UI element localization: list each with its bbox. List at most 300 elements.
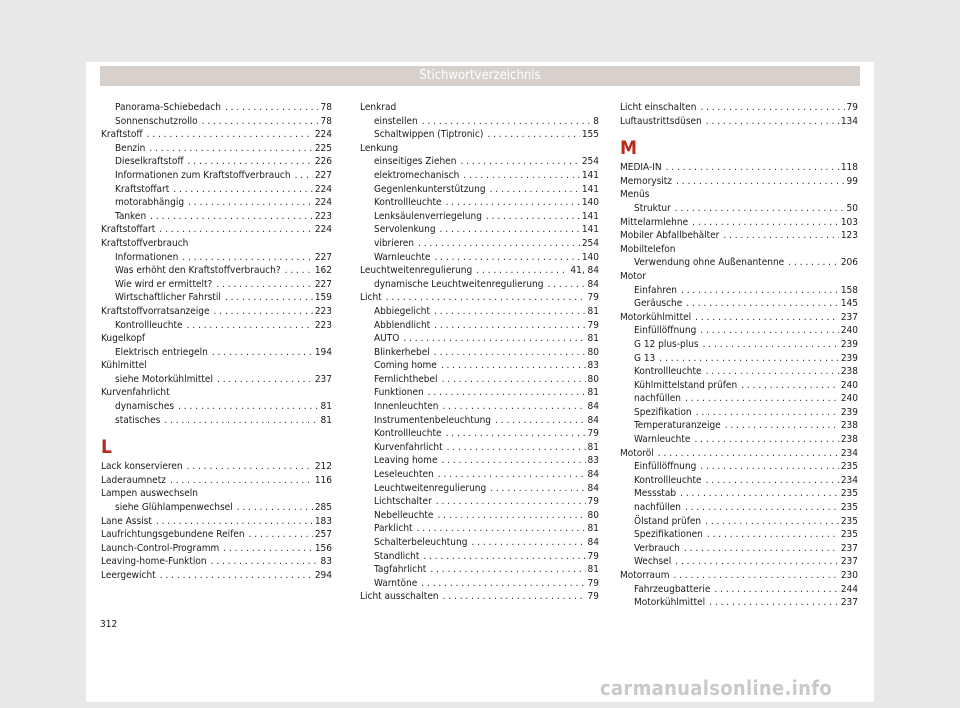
index-entry (360, 291, 599, 305)
entry-term: Tanken (115, 210, 147, 222)
dot-leader (430, 563, 585, 577)
entry-page-ref: 79 (587, 577, 599, 589)
dot-leader (164, 414, 318, 428)
index-entry (620, 229, 858, 243)
entry-term: Lenkrad (360, 102, 397, 113)
index-entry (620, 324, 858, 338)
entry-term: Leuchtweitenregulierung (360, 265, 473, 277)
entry-page-ref: 83 (320, 556, 332, 568)
entry-term: Panorama-Schiebedach (115, 102, 221, 113)
entry-term: Kontrollleuchte (374, 197, 442, 209)
index-entry (101, 251, 332, 265)
entry-term: Was erhöht den Kraftstoffverbrauch? (115, 265, 281, 277)
entry-term: Kraftstoffvorratsanzeige (101, 305, 210, 317)
dot-leader (436, 495, 586, 509)
entry-term: Gegenlenkunterstützung (374, 183, 486, 195)
index-entry (620, 583, 858, 597)
dot-leader (417, 522, 586, 536)
dot-leader (490, 482, 585, 496)
entry-page-ref: 285 (314, 502, 332, 514)
dot-leader (147, 128, 313, 142)
entry-page-ref: 83 (587, 455, 599, 467)
entry-page-ref: 238 (840, 434, 858, 446)
index-entry (620, 297, 858, 311)
entry-term: Warnleuchte (634, 434, 691, 446)
entry-page-ref: 224 (314, 224, 332, 236)
dot-leader (149, 142, 312, 156)
index-entry (101, 223, 332, 237)
entry-page-ref: 223 (314, 210, 332, 222)
index-entry (360, 183, 599, 197)
entry-term: Mobiler Abfallbehälter (620, 230, 720, 242)
entry-term: Warnleuchte (374, 251, 431, 263)
dot-leader (705, 515, 839, 529)
entry-page-ref: 223 (314, 319, 332, 331)
entry-term: Wie wird er ermittelt? (115, 278, 213, 290)
index-entry (360, 305, 599, 319)
entry-page-ref: 240 (840, 393, 858, 405)
dot-leader (700, 460, 839, 474)
entry-page-ref: 206 (840, 257, 858, 269)
entry-term: dynamisches (115, 401, 175, 413)
entry-page-ref: 81 (320, 401, 332, 413)
entry-term: Nebelleuchte (374, 509, 434, 521)
page-header (100, 66, 860, 86)
index-entry (620, 555, 858, 569)
entry-term: Funktionen (374, 387, 424, 399)
index-entry (360, 427, 599, 441)
entry-page-ref: 227 (314, 169, 332, 181)
entry-page-ref: 84 (587, 278, 599, 290)
index-entry (101, 155, 332, 169)
index-entry (360, 278, 599, 292)
entry-term: Abblendlicht (374, 319, 431, 331)
index-entry (620, 433, 858, 447)
dot-leader (178, 400, 318, 414)
dot-leader (463, 169, 580, 183)
index-entry (101, 278, 332, 292)
index-entry (620, 284, 858, 298)
entry-term: Wechsel (634, 556, 672, 568)
entry-page-ref: 238 (840, 366, 858, 378)
entry-term: Laderaumnetz (101, 474, 166, 486)
dot-leader (487, 128, 579, 142)
entry-page-ref: 140 (581, 251, 599, 263)
dot-leader (658, 447, 839, 461)
index-entry (360, 386, 599, 400)
entry-term: Abbiegelicht (374, 305, 431, 317)
index-entry (620, 596, 858, 610)
dot-leader (423, 550, 585, 564)
dot-leader (442, 373, 586, 387)
entry-page-ref: 237 (840, 556, 858, 568)
entry-term: Licht ausschalten (360, 591, 439, 603)
dot-leader (223, 542, 313, 556)
entry-term: statisches (115, 414, 161, 426)
entry-page-ref: 254 (581, 156, 599, 168)
entry-term: Elektrisch entriegeln (115, 346, 208, 358)
entry-page-ref: 294 (314, 570, 332, 581)
dot-leader (446, 427, 586, 441)
entry-term: Kugelkopf (101, 333, 146, 345)
index-group-heading (101, 386, 332, 400)
entry-term: Innenleuchten (374, 401, 439, 413)
index-entry (620, 256, 858, 270)
dot-leader (709, 596, 839, 610)
dot-leader (442, 454, 586, 468)
dot-leader (188, 196, 313, 210)
dot-leader (187, 460, 313, 474)
dot-leader (447, 441, 586, 455)
entry-term: Tagfahrlicht (374, 564, 427, 576)
entry-term: Kraftstoffart (101, 224, 156, 236)
index-entry (101, 460, 332, 474)
index-group-heading (360, 101, 599, 115)
entry-term: Struktur (634, 202, 671, 214)
entry-page-ref: 79 (587, 319, 599, 331)
entry-page-ref: 81 (320, 414, 332, 426)
entry-term: Leaving home (374, 455, 438, 467)
index-entry (101, 196, 332, 210)
index-entry (620, 419, 858, 433)
entry-page-ref: 235 (840, 461, 858, 473)
entry-term: elektromechanisch (374, 169, 460, 181)
index-group-heading (360, 142, 599, 156)
entry-page-ref: 79 (587, 550, 599, 562)
entry-term: motorabhängig (115, 197, 185, 209)
entry-page-ref: 237 (840, 597, 858, 609)
entry-page-ref: 224 (314, 183, 332, 195)
entry-term: Lichtschalter (374, 496, 432, 508)
entry-term: Fahrzeugbatterie (634, 583, 711, 595)
index-entry (620, 175, 858, 189)
index-entry (101, 501, 332, 515)
dot-leader (788, 256, 839, 270)
entry-term: Dieselkraftstoff (115, 156, 184, 168)
dot-leader (685, 501, 839, 515)
entry-page-ref: 235 (840, 515, 858, 527)
dot-leader (471, 536, 585, 550)
index-group-heading (101, 359, 332, 373)
entry-term: Sonnenschutzrollo (115, 115, 198, 127)
index-group-heading (101, 237, 332, 251)
dot-leader (160, 569, 313, 583)
entry-term: Launch-Control-Programm (101, 542, 220, 554)
index-entry (360, 264, 599, 278)
dot-leader (187, 319, 313, 333)
index-entry (101, 305, 332, 319)
dot-leader (714, 583, 838, 597)
entry-page-ref: 141 (581, 169, 599, 181)
entry-page-ref: 80 (587, 346, 599, 358)
dot-leader (249, 528, 313, 542)
index-entry (101, 474, 332, 488)
entry-page-ref: 81 (587, 441, 599, 453)
entry-term: G 12 plus-plus (634, 338, 699, 350)
dot-leader (156, 515, 313, 529)
index-entry (360, 196, 599, 210)
index-entry (101, 101, 332, 115)
index-entry (620, 528, 858, 542)
index-entry (101, 264, 332, 278)
dot-leader (446, 196, 580, 210)
entry-page-ref: 50 (846, 202, 858, 214)
index-entry (620, 352, 858, 366)
dot-leader (675, 555, 839, 569)
index-entry (620, 392, 858, 406)
entry-page-ref: 79 (587, 428, 599, 440)
entry-term: Memorysitz (620, 175, 673, 187)
entry-term: Laufrichtungsgebundene Reifen (101, 529, 245, 541)
dot-leader (706, 115, 839, 129)
index-entry (360, 550, 599, 564)
entry-term: Mobiltelefon (620, 243, 676, 255)
entry-page-ref: 183 (314, 515, 332, 527)
entry-term: Blinkerhebel (374, 346, 430, 358)
index-entry (101, 515, 332, 529)
dot-leader (703, 338, 839, 352)
entry-term: Informationen zum Kraftstoffverbrauch (115, 169, 291, 181)
index-entry (620, 338, 858, 352)
index-entry (360, 115, 599, 129)
entry-page-ref: 78 (320, 102, 332, 113)
index-entry (360, 155, 599, 169)
index-entry (360, 509, 599, 523)
page-number: 312 (100, 619, 118, 630)
index-entry (620, 101, 858, 115)
dot-leader (418, 237, 580, 251)
entry-page-ref: 83 (587, 360, 599, 372)
index-entry (360, 536, 599, 550)
dot-leader (695, 311, 839, 325)
entry-term: Messstab (634, 488, 677, 500)
entry-term: Kontrollleuchte (634, 474, 702, 486)
index-entry (620, 216, 858, 230)
entry-page-ref: 84 (587, 414, 599, 426)
entry-term: Lack konservieren (101, 461, 183, 473)
entry-page-ref: 103 (840, 216, 858, 228)
dot-leader (150, 210, 313, 224)
dot-leader (202, 115, 319, 129)
entry-term: vibrieren (374, 237, 414, 249)
dot-leader (706, 474, 839, 488)
index-entry (360, 332, 599, 346)
entry-term: Kühlmittelstand prüfen (634, 379, 738, 391)
index-column-3 (620, 101, 858, 610)
entry-term: Kontrollleuchte (634, 366, 702, 378)
index-entry (360, 577, 599, 591)
entry-page-ref: 81 (587, 387, 599, 399)
dot-leader (706, 365, 839, 379)
dot-leader (692, 216, 839, 230)
entry-page-ref: 234 (840, 474, 858, 486)
entry-page-ref: 225 (314, 142, 332, 154)
entry-term: Leuchtweitenregulierung (374, 482, 487, 494)
dot-leader (214, 305, 313, 319)
entry-page-ref: 84 (587, 401, 599, 413)
dot-leader (428, 386, 586, 400)
entry-page-ref: 240 (840, 325, 858, 337)
entry-term: Luftaustrittsdüsen (620, 115, 702, 127)
dot-leader (666, 161, 839, 175)
index-entry (360, 373, 599, 387)
entry-page-ref: 116 (314, 474, 332, 486)
entry-term: Leseleuchten (374, 469, 434, 481)
dot-leader (182, 251, 313, 265)
index-entry (620, 406, 858, 420)
entry-term: MEDIA-IN (620, 162, 662, 174)
entry-page-ref: 80 (587, 509, 599, 521)
entry-term: Lenksäulenverriegelung (374, 210, 482, 222)
dot-leader (434, 319, 585, 333)
entry-page-ref: 156 (314, 542, 332, 554)
entry-term: Verbrauch (634, 542, 680, 554)
index-entry (620, 569, 858, 583)
entry-page-ref: 227 (314, 278, 332, 290)
dot-leader (684, 542, 839, 556)
entry-page-ref: 212 (314, 461, 332, 473)
dot-leader (440, 223, 580, 237)
entry-page-ref: 78 (320, 115, 332, 127)
entry-page-ref: 223 (314, 305, 332, 317)
entry-term: Wirtschaftlicher Fahrstil (115, 292, 221, 304)
entry-term: Leaving-home-Funktion (101, 556, 207, 568)
dot-leader (159, 223, 313, 237)
entry-page-ref: 145 (840, 298, 858, 310)
entry-page-ref: 194 (314, 346, 332, 358)
entry-term: Lane Assist (101, 515, 152, 527)
entry-term: Kraftstoff (101, 129, 143, 141)
index-entry (360, 468, 599, 482)
index-entry (620, 487, 858, 501)
dot-leader (216, 278, 313, 292)
entry-page-ref: 99 (846, 175, 858, 187)
index-entry (360, 414, 599, 428)
entry-term: Lampen auswechseln (101, 488, 198, 500)
entry-term: nachfüllen (634, 393, 681, 405)
entry-page-ref: 235 (840, 488, 858, 500)
index-entry (360, 495, 599, 509)
index-letter-heading: M (620, 137, 638, 160)
entry-page-ref: 238 (840, 420, 858, 432)
index-entry (101, 142, 332, 156)
entry-term: einseitiges Ziehen (374, 156, 457, 168)
entry-page-ref: 239 (840, 406, 858, 418)
index-entry (360, 359, 599, 373)
entry-term: siehe Glühlampenwechsel (115, 502, 233, 514)
entry-term: Motorkühlmittel (620, 311, 692, 323)
entry-page-ref: 79 (587, 292, 599, 304)
index-entry (620, 115, 858, 129)
index-entry (101, 183, 332, 197)
entry-term: Temperaturanzeige (634, 420, 721, 432)
entry-page-ref: 81 (587, 564, 599, 576)
dot-leader (486, 210, 580, 224)
entry-page-ref: 141 (581, 210, 599, 222)
entry-page-ref: 235 (840, 529, 858, 541)
index-entry (360, 210, 599, 224)
entry-page-ref: 224 (314, 129, 332, 141)
dot-leader (681, 284, 839, 298)
index-entry (360, 169, 599, 183)
entry-term: Motorraum (620, 570, 670, 581)
index-entry (360, 563, 599, 577)
index-group-heading (101, 487, 332, 501)
dot-leader (725, 419, 839, 433)
dot-leader (443, 590, 586, 604)
entry-page-ref: 134 (840, 115, 858, 127)
dot-leader (442, 400, 585, 414)
entry-page-ref: 226 (314, 156, 332, 168)
entry-term: Kraftstoffart (115, 183, 170, 195)
dot-leader (386, 291, 586, 305)
index-entry (360, 400, 599, 414)
entry-term: Benzin (115, 142, 146, 154)
index-group-heading (101, 332, 332, 346)
dot-leader (685, 392, 839, 406)
entry-term: Lenkung (360, 142, 399, 154)
entry-term: Spezifikationen (634, 529, 703, 541)
dot-leader (403, 332, 585, 346)
entry-page-ref: 84 (587, 469, 599, 481)
dot-leader (460, 155, 579, 169)
entry-page-ref: 123 (840, 230, 858, 242)
index-entry (101, 319, 332, 333)
dot-leader (285, 264, 313, 278)
watermark: carmanualsonline.info (600, 676, 833, 700)
dot-leader (421, 577, 585, 591)
entry-term: Einfahren (634, 284, 677, 296)
entry-term: Leergewicht (101, 570, 156, 581)
entry-page-ref: 141 (581, 224, 599, 236)
entry-term: Einfüllöffnung (634, 325, 697, 337)
dot-leader (225, 101, 319, 115)
entry-page-ref: 79 (587, 496, 599, 508)
entry-page-ref: 155 (581, 129, 599, 141)
index-entry (101, 555, 332, 569)
entry-page-ref: 81 (587, 523, 599, 535)
entry-page-ref: 240 (840, 379, 858, 391)
index-entry (620, 501, 858, 515)
entry-term: Kraftstoffverbrauch (101, 237, 189, 249)
entry-term: Kontrollleuchte (374, 428, 442, 440)
index-entry (360, 251, 599, 265)
entry-page-ref: 162 (314, 265, 332, 277)
entry-term: Kontrollleuchte (115, 319, 183, 331)
dot-leader (674, 569, 839, 583)
entry-term: einstellen (374, 115, 418, 127)
index-entry (620, 474, 858, 488)
entry-page-ref: 140 (581, 197, 599, 209)
entry-term: Schalterbeleuchtung (374, 537, 468, 548)
entry-page-ref: 81 (587, 305, 599, 317)
entry-term: Parklicht (374, 523, 413, 535)
entry-term: Fernlichthebel (374, 373, 438, 385)
dot-leader (659, 352, 839, 366)
index-entry (360, 522, 599, 536)
index-entry (360, 128, 599, 142)
entry-page-ref: 239 (840, 338, 858, 350)
entry-term: Einfüllöffnung (634, 461, 697, 473)
index-entry (360, 319, 599, 333)
entry-page-ref: 141 (581, 183, 599, 195)
index-entry (101, 291, 332, 305)
index-entry (101, 569, 332, 583)
entry-term: G 13 (634, 352, 656, 364)
entry-term: Coming home (374, 360, 437, 372)
entry-page-ref: 84 (587, 482, 599, 494)
entry-term: dynamische Leuchtweitenregulierung (374, 278, 544, 290)
